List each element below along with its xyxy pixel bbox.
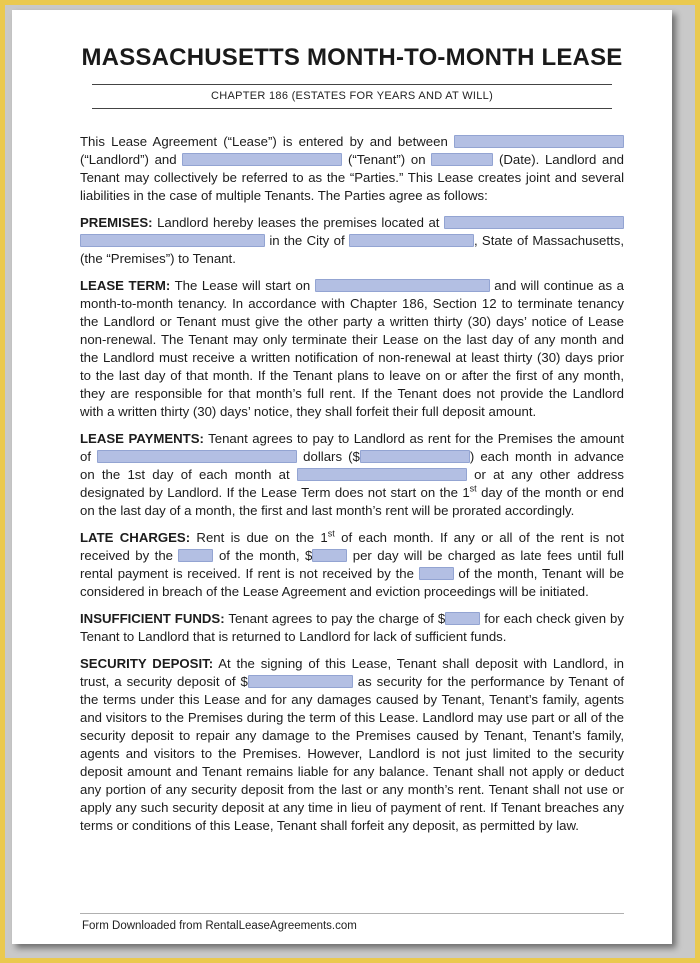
text-run: (“Tenant”) on [342,152,432,167]
form-blank-field[interactable] [444,216,624,229]
document-title: MASSACHUSETTS MONTH-TO-MONTH LEASE [81,44,623,71]
section-heading: PREMISES: [80,215,153,230]
text-run: The Lease will start on [170,278,315,293]
document-subtitle: CHAPTER 186 (ESTATES FOR YEARS AND AT WILL) [210,90,494,102]
text-run: , State of Massachusetts, (the “Premises”) to Tenant. [80,233,624,266]
title-rule-bottom [92,108,612,109]
form-blank-field[interactable] [182,153,342,166]
document-paragraph [80,430,624,520]
document-paragraph [80,655,624,835]
text-run: This Lease Agreement (“Lease”) is entered by and between [80,134,454,149]
form-blank-field[interactable] [445,612,480,625]
form-blank-field[interactable] [248,675,353,688]
text-run: Tenant agrees to pay to Landlord as rent for the Premises the amount of [80,431,625,464]
form-blank-field[interactable] [312,549,347,562]
text-run: (Date). Landlord and Tenant may collectively be referred to as the “Parties.” This Lease creates joint and several liabilities in the case of multiple Tenants. The Parties agree as follows: [80,152,624,203]
text-run: and will continue as a month-to-month tenancy. In accordance with Chapter 186, Section 12 to terminate tenancy the Landlord or Tenant must give the other party a written thirty (30) days’ notice of Lease non-renewal. The Tenant may only terminate their Lease on the last day of any month and the Landlord must receive a written notification of non-renewal at least thirty (30) days prior to the last day of that month. If the Tenant plans to leave on or after the first of any month, they are responsible for that month’s full rent. If the Tenant does not provide the Landlord with a written thirty (30) days’ notice, they shall forfeit their full deposit amount. [80,278,624,419]
text-run: of each month. If any or all of the rent is not received by the [80,530,624,563]
form-blank-field[interactable] [178,549,213,562]
text-run: (“Landlord”) and [80,152,183,167]
text-run: dollars ($ [297,449,360,464]
section-heading: INSUFFICIENT FUNDS: [80,611,225,626]
form-blank-field[interactable] [454,135,624,148]
ordinal-superscript: st [469,483,477,494]
text-run: as security for the performance by Tenant of the terms under this Lease and for any damages caused by Tenant, Tenant’s family, agents and visitors to the Premises during the term of this Lease. Landlord may use part or all of the security deposit to repair any damage to the Premises caused by Tenant, Tenant’s family, agents and visitors to the Premises. However, Landlord is not just limited to the security deposit amount and Tenant remains liable for any balance. Tenant shall not apply or deduct any portion of any security deposit from the last or any month’s rent. Tenant shall not use or apply any such security deposit at any time in lieu of payment of rent. If Tenant breaches any terms or conditions of this Lease, Tenant shall forfeit any deposit, as permitted by law. [80,674,624,833]
form-blank-field[interactable] [80,234,265,247]
document-body [80,133,624,835]
text-run: of the month, $ [213,548,313,563]
text-run: or at any other address designated by Landlord. If the Lease Term does not start on the 1 [80,467,624,500]
section-heading: SECURITY DEPOSIT: [80,656,214,671]
section-heading: LEASE PAYMENTS: [80,431,204,446]
section-heading: LEASE TERM: [80,278,171,293]
text-run: per day will be charged as late fees until full rental payment is received. If rent is not received by the [80,548,624,581]
document-paragraph [80,133,624,205]
text-run: ) each month in advance on the 1st day of each month at [80,449,624,482]
document-paragraph [80,277,624,421]
text-run: At the signing of this Lease, Tenant shall deposit with Landlord, in trust, a security deposit of $ [80,656,624,689]
text-run: for each check given by Tenant to Landlord that is returned to Landlord for lack of sufficient funds. [80,611,624,644]
text-run: of the month, Tenant will be considered in breach of the Lease Agreement and eviction proceedings will be initiated. [80,566,624,599]
text-run: in the City of [265,233,349,248]
ordinal-superscript: st [327,528,335,539]
document-footer [80,913,624,932]
form-blank-field[interactable] [431,153,493,166]
section-heading: LATE CHARGES: [80,530,191,545]
document-page [12,10,672,944]
form-blank-field[interactable] [97,450,297,463]
document-paragraph [80,214,624,268]
form-blank-field[interactable] [297,468,467,481]
form-blank-field[interactable] [419,567,454,580]
document-paragraph [80,529,624,601]
form-blank-field[interactable] [315,279,490,292]
text-run: Rent is due on the 1 [190,530,328,545]
text-run: Tenant agrees to pay the charge of $ [224,611,446,626]
text-run: Landlord hereby leases the premises located at [152,215,444,230]
footer-text: Form Downloaded from RentalLeaseAgreements.com [82,920,357,932]
form-blank-field[interactable] [360,450,470,463]
form-blank-field[interactable] [349,234,474,247]
text-run: day of the month or end on the last day of a month, the first and last month’s rent will be prorated accordingly. [80,485,624,518]
document-paragraph [80,610,624,646]
